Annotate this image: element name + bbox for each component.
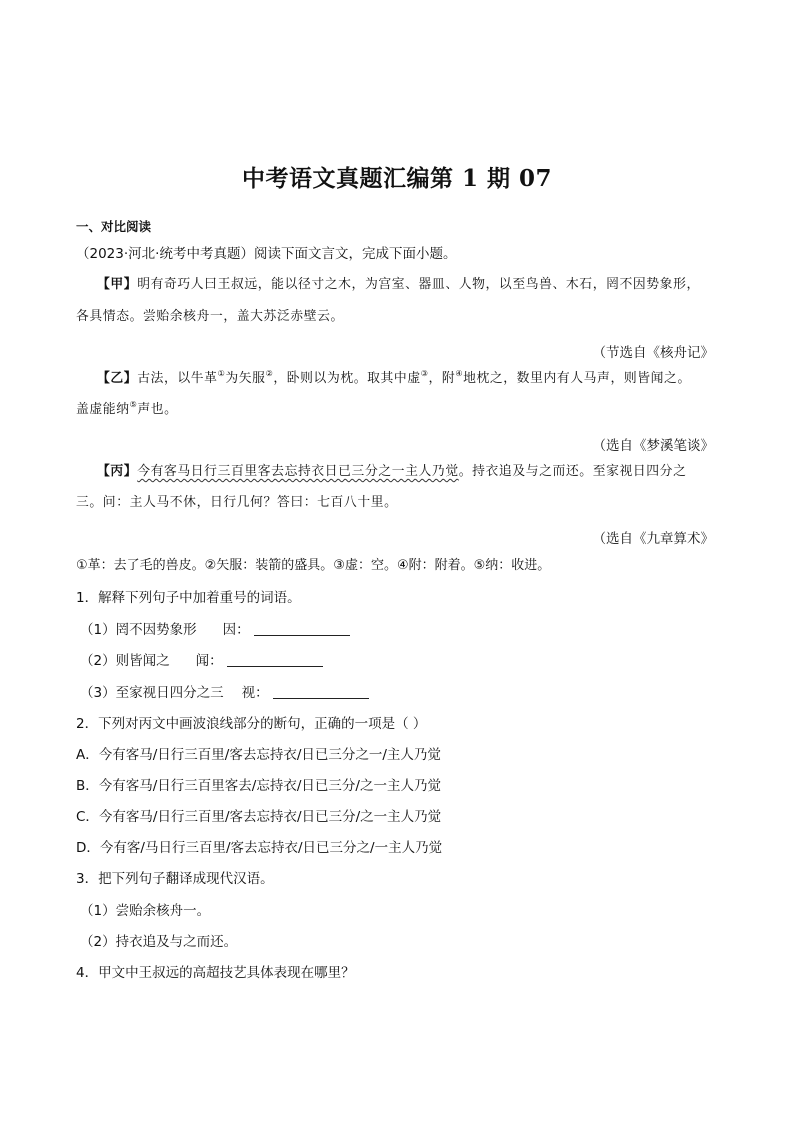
passage-jia-line1 [97,276,700,294]
source-bing: （选自《九章算术》 [592,531,714,547]
passage-bing-line2: 三。问：主人马不休，日行几何？答曰：七百八十里。 [76,495,398,510]
passage-yi-p4: ，附 [428,371,456,386]
document-title: 中考语文真题汇编第 1 期 07 [241,165,553,192]
answer-blank[interactable] [227,652,323,667]
passage-bing-label: 【丙】 [97,464,138,479]
item-word: 视： [241,685,269,701]
option-b[interactable]: B．今有客马/日行三百里客去/忘持衣/日已三分/之一主人乃觉 [76,778,441,794]
item-text: （3）至家视日四分之三 [80,685,224,701]
question-intro: （2023·河北·统考中考真题）阅读下面文言文，完成下面小题。 [76,246,457,262]
passage-jia-line2: 各具情态。尝贻余核舟一，盖大苏泛赤壁云。 [76,309,344,324]
question-1-item-2 [80,652,323,670]
question-4-stem: 4．甲文中王叔远的高超技艺具体表现在哪里？ [76,965,355,981]
passage-bing-rest: 。持衣追及与之而还。至家视日四分之 [458,464,687,479]
question-1-stem: 1．解释下列句子中加着重号的词语。 [76,590,301,606]
answer-blank[interactable] [254,621,350,636]
question-2-stem: 2．下列对丙文中画波浪线部分的断句，正确的一项是（ ） [76,716,427,732]
passage-yi-p3: ，卧则以为枕。取其中虚 [273,371,421,386]
passage-jia-text1: 明有奇巧人曰王叔远，能以径寸之木，为宫室、器皿、人物，以至鸟兽、木石，罔不因势象形， [137,277,700,292]
footnote-mark-4: ④ [455,369,464,378]
item-text: （1）罔不因势象形 [80,622,197,638]
footnote-mark-3: ③ [420,369,429,378]
passage-yi-l2b: 声也。 [137,402,178,417]
passage-yi-line1 [97,370,691,388]
passage-yi-p2: 为矢服 [225,371,266,386]
question-1-item-1 [80,621,350,639]
item-word: 因： [222,622,250,638]
footnotes: ①革：去了毛的兽皮。②矢服：装箭的盛具。③虚：空。④附：附着。⑤纳：收进。 [76,558,551,573]
option-d[interactable]: D．今有客/马日行三百里/客去忘持衣/日已三分之/一主人乃觉 [76,840,443,856]
source-yi: （选自《梦溪笔谈》 [592,438,714,454]
footnote-mark-5: ⑤ [129,400,138,409]
footnote-mark-2: ② [265,369,274,378]
option-a[interactable]: A．今有客马/日行三百里/客去忘持衣/日已三分之一/主人乃觉 [76,747,441,763]
passage-bing-line1 [97,463,686,481]
section-heading: 一、对比阅读 [76,219,152,234]
source-jia: （节选自《核舟记》 [592,345,714,361]
answer-blank[interactable] [273,684,369,699]
question-3-item-1: （1）尝贻余核舟一。 [80,903,211,919]
question-1-item-3 [80,684,369,702]
footnote-mark-1: ① [217,369,226,378]
wavy-underlined-text: 今有客马日行三百里客去忘持衣日已三分之一主人乃觉 [137,464,459,479]
passage-yi-line2 [76,401,178,419]
passage-jia-label: 【甲】 [97,277,138,292]
item-word: 闻： [195,653,223,669]
question-3-item-2: （2）持衣追及与之而还。 [80,934,238,950]
passage-yi-l2a: 盖虚能纳 [76,402,130,417]
passage-yi-label: 【乙】 [97,371,138,386]
item-text: （2）则皆闻之 [80,653,170,669]
passage-yi-p1: 古法，以牛革 [137,371,218,386]
option-c[interactable]: C．今有客马/日行三百里/客去忘持衣/日已三分/之一主人乃觉 [76,809,442,825]
passage-yi-p5: 地枕之，数里内有人马声，则皆闻之。 [463,371,691,386]
question-3-stem: 3．把下列句子翻译成现代汉语。 [76,871,274,887]
